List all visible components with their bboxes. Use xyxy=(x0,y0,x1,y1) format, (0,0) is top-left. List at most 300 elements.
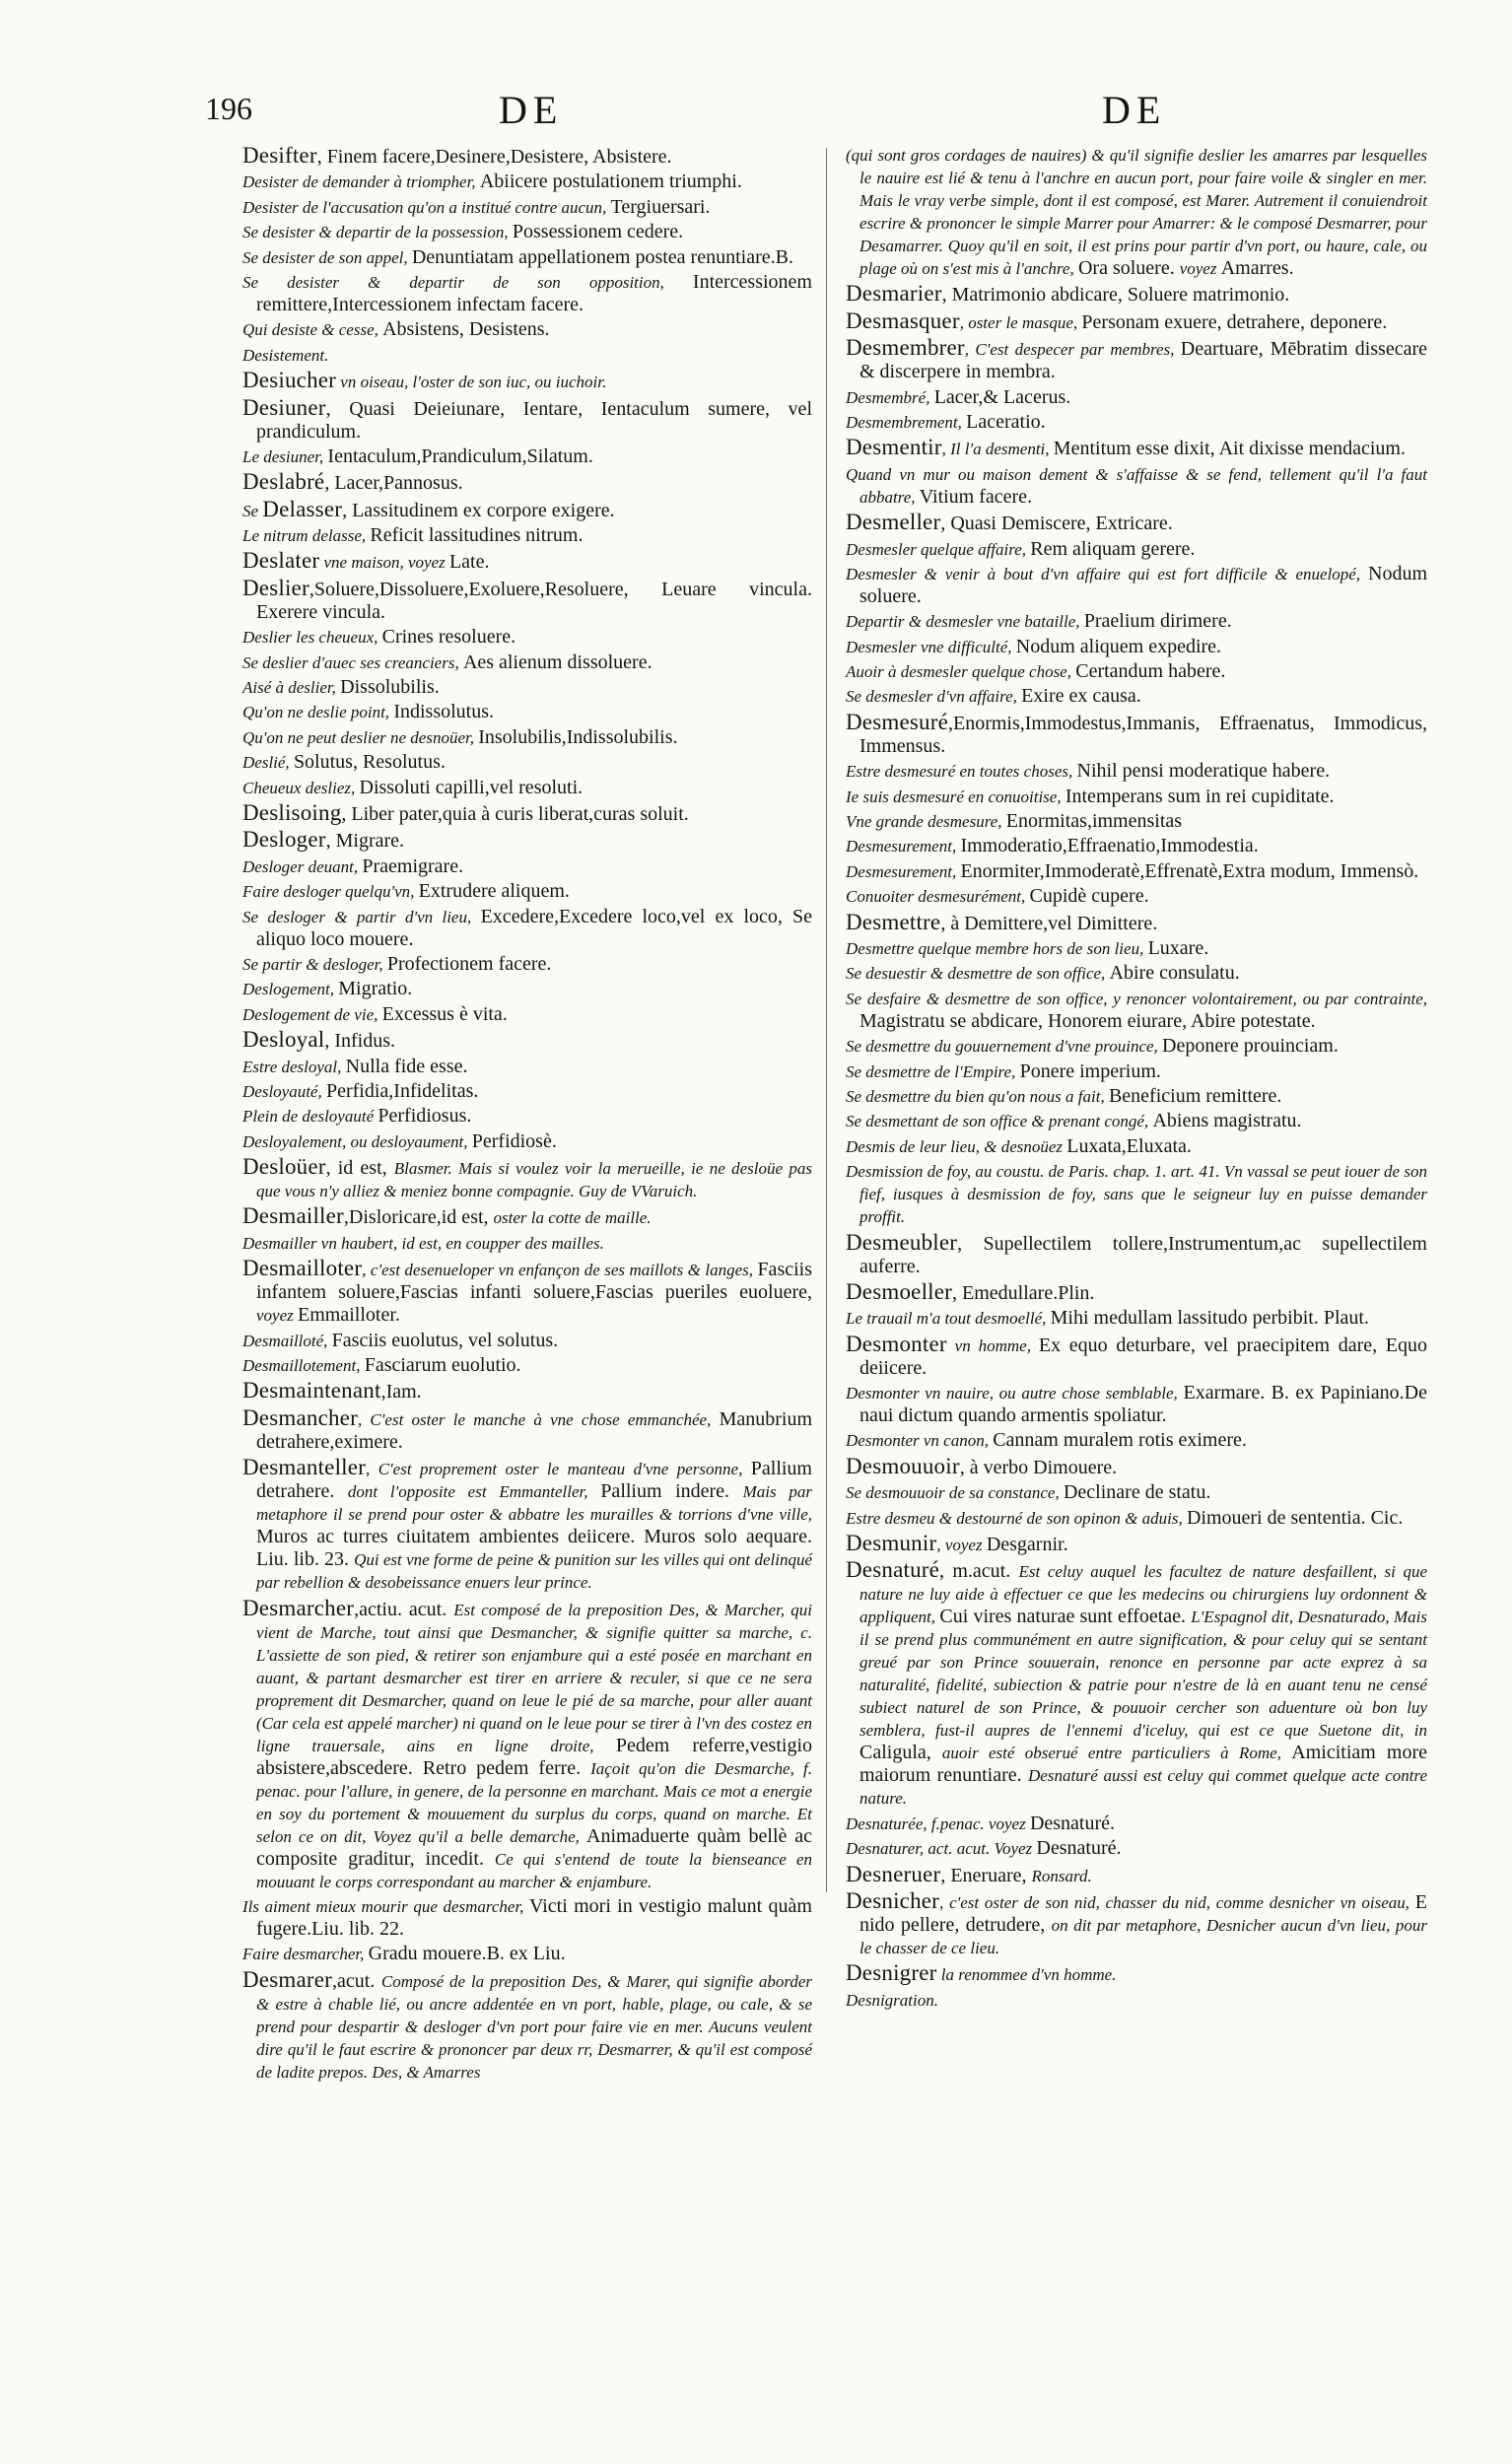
latin-text: , Quasi Deieiunare, Ientare, Ientaculum sumere, vel prandiculum. xyxy=(256,397,812,443)
french-text: Qui est vne forme de peine & punition sur les villes qui ont delinqué par rebellion & desobeissance enuers leur prince. xyxy=(256,1550,812,1593)
dictionary-entry xyxy=(242,1028,812,1053)
entry-headword: Desmarier xyxy=(846,281,942,307)
latin-text: Immoderatio,Effraenatio,Immodestia. xyxy=(960,835,1259,857)
dictionary-entry xyxy=(242,777,812,799)
dictionary-entry xyxy=(846,685,1427,708)
french-text: Se desister de son appel, xyxy=(242,247,412,267)
entry-headword: Desmaintenant xyxy=(242,1378,381,1403)
dictionary-entry xyxy=(242,196,812,219)
dictionary-entry xyxy=(846,1481,1427,1504)
french-text: Desloger deuant, xyxy=(242,856,363,876)
french-text: Desnaturé aussi est celuy qui commet quelque acte contre nature. xyxy=(859,1766,1427,1809)
french-text: Ie suis desmesuré en conuoitise, xyxy=(846,787,1065,806)
entry-headword: Desnicher xyxy=(846,1887,940,1913)
dictionary-entry xyxy=(242,906,812,951)
french-text: Deslier les cheueux, xyxy=(242,628,382,648)
latin-text: Enormitas,immensitas xyxy=(1005,810,1183,833)
french-text: Se desfaire & desmettre de son office, y renoncer volontairement, ou par contrainte, xyxy=(846,989,1427,1008)
french-text: Desmembrement, xyxy=(846,412,967,432)
entry-headword: Desloüer xyxy=(242,1154,326,1180)
dictionary-entry xyxy=(846,711,1427,758)
entry-headword: Desmettre xyxy=(846,909,941,934)
french-text: vne maison, voyez xyxy=(319,553,449,573)
dictionary-entry xyxy=(846,1889,1427,1959)
dictionary-entry xyxy=(846,463,1427,509)
latin-text: Desnaturé. xyxy=(1029,1812,1116,1834)
dictionary-entry xyxy=(242,751,812,774)
latin-text: , Liber pater,quia à curis liberat,curas soluit. xyxy=(341,802,689,825)
dictionary-entry xyxy=(242,271,812,316)
french-text: (qui sont gros cordages de nauires) & qu'il signifie deslier les amarres par lesquelles le nauire est lié & tenu à l'anchre en aucun port, pour faire voile & singler en mer. Mais le vray verbe simple, dont il est composé, est Marer. Autrement il conuiendroit escrire & prononcer le simple Marrer pour Amarrer: & le composé Desmarrer, pour Desamarrer. Quoy qu'il en soit, il est prins pour partir d'vn port, ou haure, cale, ou plage où on s'est mis à l'anchre, xyxy=(846,146,1427,278)
latin-text: Amarres. xyxy=(1220,257,1294,279)
french-text: , oster le masque, xyxy=(959,312,1082,332)
latin-text: Vitium facere. xyxy=(919,485,1033,508)
latin-text: Fasciis euolutus, vel solutus. xyxy=(331,1329,559,1351)
dictionary-entry xyxy=(242,1895,812,1941)
french-text: oster la cotte de maille. xyxy=(493,1208,652,1228)
latin-text: Nihil pensi moderatique habere. xyxy=(1076,760,1331,783)
french-text: Se desmouuoir de sa constance, xyxy=(846,1483,1064,1503)
french-text: dont l'opposite est Emmanteller, xyxy=(347,1482,601,1502)
entry-headword: Desmarer xyxy=(242,1966,332,1992)
french-text: Faire desloger quelqu'vn, xyxy=(242,882,419,902)
french-text: Desnaturer, act. acut. Voyez xyxy=(846,1839,1037,1859)
dictionary-entry xyxy=(846,1382,1427,1427)
french-text: , voyez xyxy=(936,1536,987,1555)
dictionary-entry xyxy=(846,1231,1427,1278)
entry-headword: Desiuner xyxy=(242,394,326,420)
latin-text: , m.acut. xyxy=(939,1560,1019,1583)
dictionary-entry xyxy=(846,988,1427,1033)
latin-text: Crines resoluere. xyxy=(381,626,516,649)
latin-text: , Finem facere,Desinere,Desistere, Absistere. xyxy=(316,146,672,168)
dictionary-entry xyxy=(242,1456,812,1594)
latin-text: Muros ac turres ciuitatem ambientes deiicere. Muros solo aequare. Liu. lib. 23. xyxy=(256,1526,812,1571)
dictionary-entry xyxy=(242,726,812,749)
entry-headword: Desmanteller xyxy=(242,1455,367,1480)
latin-text: , Matrimonio abdicare, Soluere matrimonio. xyxy=(941,284,1290,307)
french-text: Se desuestir & desmettre de son office, xyxy=(846,964,1110,984)
french-text: Qui desiste & cesse, xyxy=(242,320,383,340)
dictionary-entry xyxy=(242,318,812,341)
french-text: Desmesler vne difficulté, xyxy=(846,637,1016,656)
latin-text: Dissoluti capilli,vel resoluti. xyxy=(359,776,584,798)
dictionary-entry xyxy=(846,336,1427,383)
latin-text: ,Iam. xyxy=(380,1381,422,1403)
latin-text: , à verbo Dimouere. xyxy=(959,1456,1118,1478)
latin-text: Fasciis infantem soluere,Fascias infanti soluere,Fascias pueriles euoluere, xyxy=(256,1259,812,1304)
latin-text: ,actiu. acut. xyxy=(354,1598,454,1620)
running-header-left: DE xyxy=(499,88,564,132)
dictionary-entry xyxy=(242,1204,812,1229)
entry-headword: Desnigrer xyxy=(846,1960,937,1986)
french-text: Qu'on ne peut deslier ne desnoüer, xyxy=(242,727,479,747)
latin-text: Deponere prouinciam. xyxy=(1162,1035,1339,1058)
entry-headword: Desmarcher xyxy=(242,1595,355,1620)
right-column xyxy=(846,144,1427,2014)
dictionary-entry xyxy=(846,144,1427,280)
dictionary-entry xyxy=(846,1863,1427,1887)
dictionary-entry xyxy=(846,885,1427,908)
dictionary-entry xyxy=(846,1135,1427,1158)
latin-text: ,Soluere,Dissoluere,Exoluere,Resoluere, Leuare vincula. Exerere vincula. xyxy=(256,578,812,623)
french-text: Le trauail m'a tout desmoellé, xyxy=(846,1309,1051,1329)
dictionary-entry xyxy=(846,1160,1427,1228)
latin-text: Desgarnir. xyxy=(986,1534,1068,1556)
french-text: Auoir à desmesler quelque chose, xyxy=(846,662,1076,682)
french-text: Conuoiter desmesurément, xyxy=(846,887,1030,907)
french-text: vn oiseau, l'oster de son iuc, ou iuchoir. xyxy=(336,373,607,392)
dictionary-entry xyxy=(846,1429,1427,1452)
dictionary-entry xyxy=(846,511,1427,535)
french-text: Est celuy auquel les facultez de nature desfaillent, si que nature ne luy aide à effectuer ce que les medecins ou chirurgiens luy ordonnent & appliquent, xyxy=(859,1562,1427,1627)
french-text: Quand vn mur ou maison dement & s'affaisse & se fend, tellement qu'il l'a faut abbatre, xyxy=(846,464,1427,507)
latin-text: Abiens magistratu. xyxy=(1152,1110,1302,1132)
dictionary-entry xyxy=(846,538,1427,561)
french-text: Se desmettre de l'Empire, xyxy=(846,1061,1020,1081)
entry-headword: Desiucher xyxy=(242,368,337,393)
running-header-right: DE xyxy=(1102,88,1167,132)
dictionary-entry xyxy=(242,445,812,468)
entry-headword: Desmesuré xyxy=(846,709,948,734)
french-text: , c'est desenueloper vn enfançon de ses maillots & langes, xyxy=(362,1261,758,1280)
latin-text: Praemigrare. xyxy=(362,855,464,877)
dictionary-entry xyxy=(242,701,812,723)
latin-text: Luxata,Eluxata. xyxy=(1066,1134,1192,1157)
dictionary-entry xyxy=(846,309,1427,334)
french-text: Desnaturée, f.penac. voyez xyxy=(846,1814,1030,1833)
french-text: Se desister & departir de la possession, xyxy=(242,223,513,242)
latin-text: Fasciarum euolutio. xyxy=(364,1354,521,1377)
dictionary-entry xyxy=(846,1961,1427,1986)
dictionary-entry xyxy=(846,660,1427,683)
entry-headword: Desmunir xyxy=(846,1531,937,1556)
dictionary-entry xyxy=(846,436,1427,460)
dictionary-entry xyxy=(242,1257,812,1327)
dictionary-entry xyxy=(242,524,812,547)
entry-headword: Desnaturé xyxy=(846,1557,940,1583)
dictionary-entry xyxy=(242,1943,812,1965)
latin-text: E nido pellere, detrudere, xyxy=(859,1890,1427,1936)
dictionary-entry xyxy=(846,860,1427,883)
dictionary-entry xyxy=(846,962,1427,985)
dictionary-entry xyxy=(846,1455,1427,1479)
french-text: Deslogement, xyxy=(242,980,339,999)
french-text: vn homme, xyxy=(946,1335,1039,1355)
dictionary-entry xyxy=(846,1532,1427,1556)
latin-text: , Emedullare.Plin. xyxy=(952,1281,1095,1304)
entry-headword: Desmasquer xyxy=(846,308,960,333)
latin-text: Amicitiam more maiorum renuntiare. xyxy=(859,1742,1427,1787)
dictionary-entry xyxy=(242,801,812,826)
latin-text: ,Disloricare,id est, xyxy=(343,1206,494,1229)
dictionary-entry xyxy=(242,144,812,169)
page-number: 196 xyxy=(205,91,252,126)
latin-text: Tergiuersari. xyxy=(610,195,711,218)
latin-text: , id est, xyxy=(325,1157,394,1180)
french-text: Le nitrum delasse, xyxy=(242,526,371,546)
latin-text: Exire ex causa. xyxy=(1021,685,1141,708)
entry-headword: Deslier xyxy=(242,575,309,600)
entry-headword: Desmoeller xyxy=(846,1278,953,1304)
dictionary-entry xyxy=(846,282,1427,307)
latin-text: , Quasi Demiscere, Extricare. xyxy=(940,513,1173,535)
french-text: voyez xyxy=(256,1306,299,1326)
latin-text: Ora soluere. xyxy=(1077,257,1180,279)
french-text: Desloyauté, xyxy=(242,1081,326,1101)
latin-text: Enormiter,Immoderatè,Effrenatè,Extra modum, Immensò. xyxy=(960,859,1419,882)
latin-text: Migratio. xyxy=(338,978,413,1000)
french-text: Estre desmeu & destourné de son opinon & aduis, xyxy=(846,1508,1187,1528)
dictionary-entry xyxy=(846,1035,1427,1058)
dictionary-entry xyxy=(242,221,812,243)
dictionary-entry xyxy=(242,1354,812,1377)
dictionary-entry xyxy=(242,651,812,674)
french-text: Desmesurement, xyxy=(846,861,961,881)
dictionary-entry xyxy=(242,880,812,903)
french-text: Desmembré, xyxy=(846,387,934,407)
latin-text: Extrudere aliquem. xyxy=(418,880,570,903)
french-text: Ronsard. xyxy=(1031,1866,1092,1885)
dictionary-entry xyxy=(846,636,1427,658)
dictionary-entry xyxy=(242,470,812,495)
french-text: Ils aiment mieux mourir que desmarcher, xyxy=(242,1896,529,1916)
entry-headword: Desloyal xyxy=(242,1027,325,1053)
dictionary-entry xyxy=(242,1330,812,1352)
french-text: , Il l'a desmenti, xyxy=(941,440,1054,459)
latin-text: Late. xyxy=(448,551,490,574)
french-text: Se desmesler d'vn affaire, xyxy=(846,687,1022,707)
french-text: Desister de l'accusation qu'on a institué contre aucun, xyxy=(242,197,611,217)
latin-text: Emmailloter. xyxy=(298,1304,400,1327)
french-text: la renommee d'vn homme. xyxy=(936,1965,1117,1985)
french-text: Le desiuner, xyxy=(242,446,328,466)
latin-text: Excessus è vita. xyxy=(381,1002,508,1025)
dictionary-entry xyxy=(242,1968,812,2084)
dictionary-entry xyxy=(846,810,1427,833)
dictionary-entry xyxy=(846,760,1427,783)
french-text: L'Espagnol dit, Desnaturado, Mais il se prend plus communément en autre signification, & pour celuy qui se sentant greué par son Prince souuerain, renonce en personne par acte exprez à sa naturalité, fidelité, subiection & patrie pour n'estre de là en auant tenu ne censé subiect naturel de son Prince, & pouuoir cercher son aduenture où bon luy semblera, fust-il aupres de l'ennemi d'iceluy, qui est ce que Suetone dit, in xyxy=(859,1608,1428,1741)
latin-text: Abire consulatu. xyxy=(1109,962,1240,985)
dictionary-entry xyxy=(242,1003,812,1026)
latin-text: Victi mori in vestigio malunt quàm fugere.Liu. lib. 22. xyxy=(256,1894,812,1940)
latin-text: Animaduerte quàm bellè ac composite graditur, incedit. xyxy=(256,1824,812,1870)
entry-headword: Desneruer xyxy=(846,1861,941,1886)
latin-text: Dimoueri de sententia. Cic. xyxy=(1186,1506,1404,1529)
french-text: , C'est proprement oster le manteau d'vne personne, xyxy=(366,1460,751,1479)
dictionary-entry xyxy=(846,1813,1427,1835)
latin-text: Desnaturé. xyxy=(1036,1837,1122,1860)
dictionary-entry xyxy=(242,369,812,393)
latin-text: Pedem referre,vestigio absistere,abscedere. Retro pedem ferre. xyxy=(256,1734,812,1779)
french-text: Qu'on ne deslie point, xyxy=(242,703,394,722)
dictionary-entry xyxy=(242,171,812,193)
dictionary-entry xyxy=(242,1056,812,1078)
latin-text: Ientaculum,Prandiculum,Silatum. xyxy=(327,445,593,467)
latin-text: Excedere,Excedere loco,vel ex loco, Se aliquo loco mouere. xyxy=(256,905,812,950)
latin-text: Lacer,& Lacerus. xyxy=(933,385,1071,408)
latin-text: Nodum soluere. xyxy=(859,562,1427,607)
latin-text: Perfidiosus. xyxy=(378,1105,472,1128)
dictionary-entry xyxy=(846,1333,1427,1380)
french-text: Plein de desloyauté xyxy=(242,1107,378,1127)
french-text: Se desmettre du bien qu'on nous a fait, xyxy=(846,1086,1109,1106)
french-text: Desloyalement, ou desloyaument, xyxy=(242,1131,472,1151)
latin-text: Magistratu se abdicare, Honorem eiurare, Abire potestate. xyxy=(859,1009,1316,1032)
french-text: Ce qui s'entend de toute la bienseance en mouuant le corps correspondant au marcher & enjambure. xyxy=(256,1849,813,1891)
latin-text: Possessionem cedere. xyxy=(512,221,684,243)
dictionary-entry xyxy=(242,1406,812,1454)
dictionary-entry xyxy=(846,835,1427,857)
latin-text: ,acut. xyxy=(332,1969,381,1992)
entry-headword: Desifter xyxy=(242,143,317,168)
latin-text: Mihi medullam lassitudo perbibit. Plaut. xyxy=(1050,1307,1369,1330)
latin-text: Pallium indere. xyxy=(600,1480,743,1503)
dictionary-entry xyxy=(846,911,1427,935)
left-column xyxy=(242,144,812,2086)
latin-text: Reficit lassitudines nitrum. xyxy=(370,524,584,547)
latin-text: Cui vires naturae sunt effoetae. xyxy=(939,1606,1192,1628)
latin-text: Personam exuere, detrahere, deponere. xyxy=(1081,310,1388,333)
french-text: Desister de demander à triompher, xyxy=(242,172,480,192)
french-text: Blasmer. Mais si voulez voir la merueille, ie ne desloüe pas que vous n'y alliez & meniez bonne compagnie. Guy de VVaruich. xyxy=(256,1159,812,1201)
dictionary-entry xyxy=(846,1507,1427,1530)
latin-text: Abiicere postulationem triumphi. xyxy=(479,171,742,193)
latin-text: Luxare. xyxy=(1147,936,1209,959)
latin-text: ,Enormis,Immodestus,Immanis, Effraenatus, Immodicus, Immensus. xyxy=(859,712,1427,757)
french-text: auoir esté obserué entre particuliers à Rome, xyxy=(941,1744,1292,1763)
latin-text: Insolubilis,Indissolubilis. xyxy=(478,725,678,748)
latin-text: Manubrium detrahere,eximere. xyxy=(256,1407,812,1453)
dictionary-entry xyxy=(846,937,1427,960)
french-text: , C'est despecer par membres, xyxy=(964,340,1181,360)
dictionary-entry xyxy=(846,1110,1427,1132)
dictionary-entry xyxy=(242,1597,812,1893)
french-text: Se partir & desloger, xyxy=(242,954,387,974)
dictionary-entry xyxy=(242,1155,812,1202)
french-text: Aisé à deslier, xyxy=(242,678,341,698)
latin-text: Solutus, Resolutus. xyxy=(293,751,446,774)
french-text: Desmis de leur lieu, & desnoüez xyxy=(846,1136,1067,1156)
dictionary-entry xyxy=(242,1080,812,1103)
dictionary-entry xyxy=(242,828,812,853)
french-text: Se desmettant de son office & prenant congé, xyxy=(846,1112,1153,1131)
french-text: on dit par metaphore, Desnicher aucun d'vn lieu, pour le chasser de ce lieu. xyxy=(859,1915,1428,1957)
dictionary-entry xyxy=(846,1280,1427,1305)
latin-text: Rem aliquam gerere. xyxy=(1030,537,1196,560)
latin-text: Pallium detrahere. xyxy=(256,1458,812,1503)
entry-headword: Desmeubler xyxy=(846,1229,958,1255)
entry-headword: Desmailler xyxy=(242,1203,344,1229)
dictionary-entry xyxy=(242,676,812,699)
latin-text: Gradu mouere.B. ex Liu. xyxy=(368,1943,566,1965)
entry-headword: Deslater xyxy=(242,548,320,574)
entry-headword: Desmentir xyxy=(846,435,942,460)
french-text: Vne grande desmesure, xyxy=(846,812,1006,832)
latin-text: , Supellectilem tollere,Instrumentum,ac supellectilem auferre. xyxy=(859,1232,1427,1277)
entry-headword: Desmouuoir xyxy=(846,1453,960,1478)
latin-text: Ponere imperium. xyxy=(1019,1060,1161,1082)
dictionary-entry xyxy=(846,786,1427,808)
french-text: Se desloger & partir d'vn lieu, xyxy=(242,907,481,926)
dictionary-entry xyxy=(242,396,812,444)
latin-text: Cannam muralem rotis eximere. xyxy=(993,1429,1247,1452)
french-text: Se xyxy=(242,501,263,520)
dictionary-entry xyxy=(242,498,812,522)
french-text: Desmission de foy, au coustu. de Paris. chap. 1. art. 41. Vn vassal se peut iouer de son fief, iusques à desmission de foy, sans que le seigneur luy en puisse demander proffit. xyxy=(846,1162,1427,1227)
dictionary-entry xyxy=(242,577,812,624)
entry-headword: Desloger xyxy=(242,827,326,853)
entry-headword: Deslabré xyxy=(242,469,325,495)
french-text: Faire desmarcher, xyxy=(242,1945,369,1964)
french-text: Estre desloyal, xyxy=(242,1057,346,1076)
french-text: Desmesurement, xyxy=(846,837,961,856)
dictionary-entry xyxy=(242,246,812,269)
french-text: Cheueux desliez, xyxy=(242,778,360,797)
latin-text: Intemperans sum in rei cupiditate. xyxy=(1065,785,1335,807)
latin-text: , à Demittere,vel Dimittere. xyxy=(940,912,1158,934)
latin-text: Mentitum esse dixit, Ait dixisse mendacium. xyxy=(1053,438,1406,460)
french-text: Desmonter vn canon, xyxy=(846,1431,994,1451)
entry-headword: Desmonter xyxy=(846,1331,947,1356)
french-text: Se desister & departir de son opposition, xyxy=(242,272,693,292)
latin-text: , Lacer,Pannosus. xyxy=(324,472,463,495)
latin-text: Deartuare, Mēbratim dissecare & discerpere in membra. xyxy=(859,338,1427,383)
dictionary-entry xyxy=(846,1307,1427,1330)
french-text: Deslié, xyxy=(242,753,294,773)
dictionary-entry xyxy=(846,1989,1427,2012)
latin-text: Perfidia,Infidelitas. xyxy=(325,1079,479,1102)
dictionary-entry xyxy=(242,856,812,878)
dictionary-entry xyxy=(242,978,812,1000)
latin-text: Intercessionem remittere,Intercessionem infectam facere. xyxy=(256,270,812,315)
entry-headword: Desmeller xyxy=(846,510,941,535)
dictionary-entry xyxy=(846,1558,1427,1810)
french-text: , C'est oster le manche à vne chose emmanchée, xyxy=(357,1409,720,1429)
latin-text: Nodum aliquem expedire. xyxy=(1015,635,1222,657)
dictionary-entry xyxy=(242,953,812,976)
entry-headword: Desmailloter xyxy=(242,1256,363,1281)
french-text: Desmettre quelque membre hors de son lieu, xyxy=(846,938,1148,958)
dictionary-entry xyxy=(846,1061,1427,1083)
entry-headword: Desmancher xyxy=(242,1404,358,1430)
dictionary-entry xyxy=(242,549,812,574)
latin-text: Cupidè cupere. xyxy=(1029,885,1149,908)
french-text: Desmesler quelque affaire, xyxy=(846,539,1031,559)
latin-text: , Lassitudinem ex corpore exigere. xyxy=(342,499,615,521)
french-text: Departir & desmesler vne bataille, xyxy=(846,612,1084,632)
latin-text: Caligula, xyxy=(859,1742,942,1764)
latin-text: Nulla fide esse. xyxy=(345,1055,468,1077)
french-text: Desistement. xyxy=(242,345,329,365)
french-text: Desmailler vn haubert, id est, en coupper des mailles. xyxy=(242,1233,604,1253)
dictionary-entry xyxy=(846,1085,1427,1108)
french-text: Desmailloté, xyxy=(242,1331,332,1350)
latin-text: Declinare de statu. xyxy=(1063,1481,1211,1504)
dictionary-entry xyxy=(846,386,1427,409)
french-text: Iaçoit qu'on die Desmarche, f. penac. pour l'allure, in genere, de la personne en marchant. Mais ce mot a energie en soy du portement & mouuement du surplus du corps, quand on marche. Et selon ce on dit, Voyez qu'il a belle demarche, xyxy=(256,1758,813,1846)
latin-text: , Eneruare, xyxy=(940,1864,1032,1886)
latin-text: Certandum habere. xyxy=(1075,660,1226,683)
dictionary-entry xyxy=(242,1232,812,1255)
dictionary-entry xyxy=(242,1130,812,1153)
french-text: Estre desmesuré en toutes choses, xyxy=(846,762,1077,782)
french-text: Desmonter vn nauire, ou autre chose semblable, xyxy=(846,1384,1184,1403)
dictionary-entry xyxy=(846,1837,1427,1860)
french-text: Deslogement de vie, xyxy=(242,1004,382,1024)
latin-text: Aes alienum dissoluere. xyxy=(462,650,653,673)
dictionary-entry xyxy=(242,1105,812,1128)
